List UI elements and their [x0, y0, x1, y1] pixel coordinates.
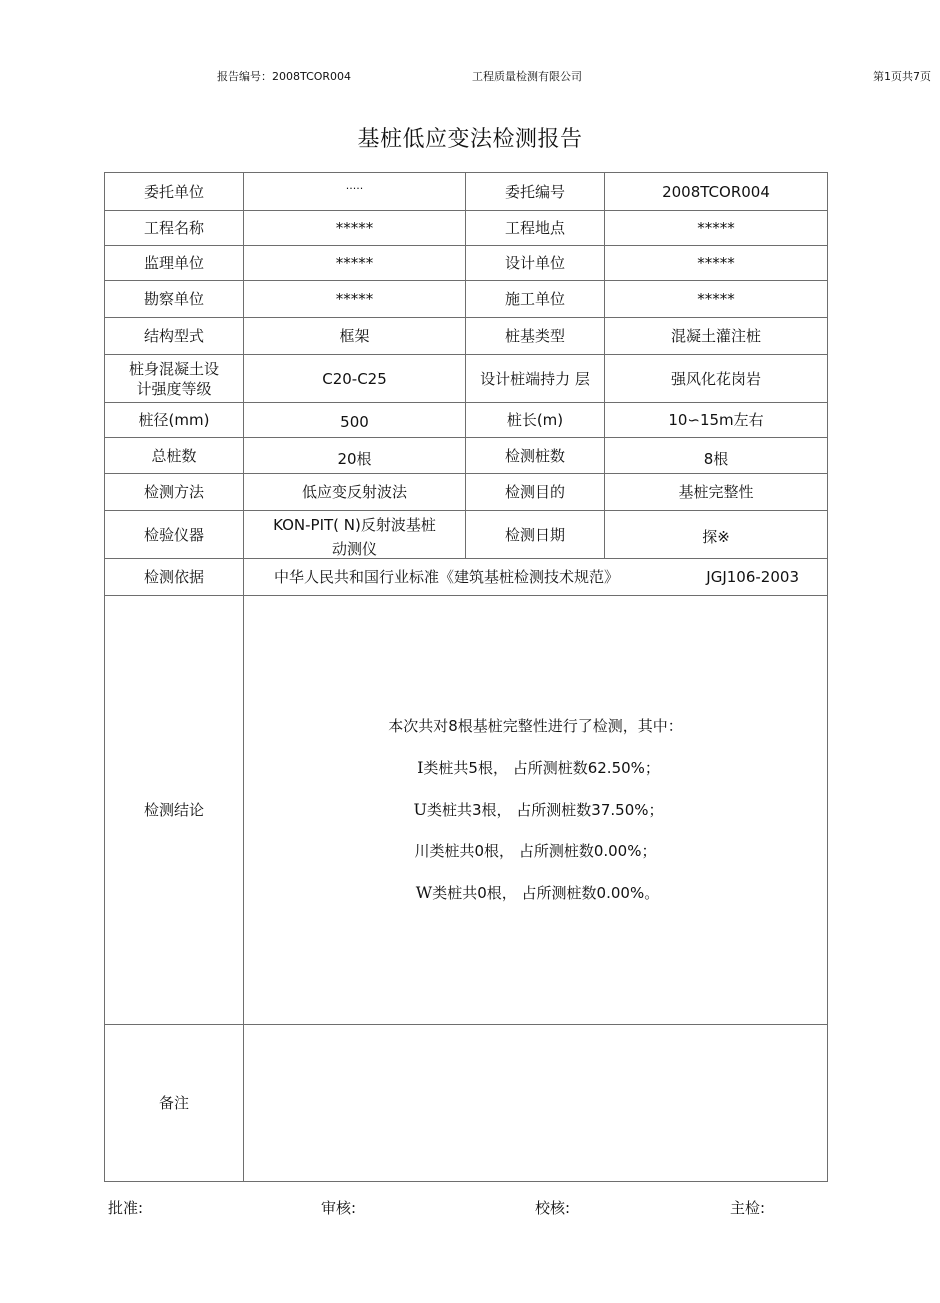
test-date-value: 探※ [605, 511, 828, 559]
concrete-grade-label-line1: 桩身混凝土设 [128, 359, 219, 378]
total-piles-value: 20根 [244, 438, 466, 474]
commission-no-label: 委托编号 [466, 173, 605, 211]
instrument-value [244, 511, 466, 559]
construction-unit-value: ***** [605, 281, 828, 318]
concrete-grade-label-line2: 计强度等级 [136, 379, 212, 398]
survey-unit-label: 勘察单位 [105, 281, 244, 318]
client-label: 委托单位 [105, 173, 244, 211]
report-number: 报告编号：2008TCOR004 [217, 70, 352, 83]
report-table [104, 172, 828, 1182]
bearing-layer-value: 强风化花岗岩 [605, 355, 828, 403]
table-row [105, 1025, 828, 1182]
test-basis-standard: 中华人民共和国行业标准《建筑基桩检测技术规范》 [274, 568, 620, 586]
test-method-label: 检测方法 [105, 474, 244, 511]
construction-unit-label: 施工单位 [466, 281, 605, 318]
conclusion-line: 川类桩共0根， 占所测桩数0.00%； [414, 842, 657, 860]
table-row [105, 355, 828, 403]
table-row [105, 403, 828, 438]
test-basis-code: JGJ106-2003 [706, 568, 799, 586]
test-purpose-label: 检测目的 [466, 474, 605, 511]
pile-diameter-label: 桩径(mm) [105, 403, 244, 438]
pile-length-label: 桩长(m) [466, 403, 605, 438]
conclusion-label: 检测结论 [105, 596, 244, 1025]
company-name: 工程质量检测有限公司 [472, 70, 582, 83]
conclusion-content [244, 596, 828, 1025]
instrument-label: 检验仪器 [105, 511, 244, 559]
pile-type-value: 混凝土灌注桩 [605, 318, 828, 355]
commission-no-value: 2008TCOR004 [605, 173, 828, 211]
report-title: 基桩低应变法检测报告 [357, 127, 583, 152]
designer-label: 设计单位 [466, 246, 605, 281]
remarks-label: 备注 [105, 1025, 244, 1182]
project-location-label: 工程地点 [466, 211, 605, 246]
structure-type-value: 框架 [244, 318, 466, 355]
table-row [105, 438, 828, 474]
total-piles-label: 总桩数 [105, 438, 244, 474]
test-basis-label: 检测依据 [105, 559, 244, 596]
bearing-layer-label: 设计桩端持力 层 [466, 355, 605, 403]
test-purpose-value: 基桩完整性 [605, 474, 828, 511]
test-basis-value [244, 559, 828, 596]
table-row [105, 596, 828, 1025]
tested-piles-label: 检测桩数 [466, 438, 605, 474]
table-row [105, 246, 828, 281]
project-location-value: ***** [605, 211, 828, 246]
table-row [105, 211, 828, 246]
review-signature: 审核: [321, 1199, 357, 1217]
pile-length-value: 10∽15m左右 [605, 403, 828, 438]
client-value: ····· [244, 173, 466, 211]
designer-value: ***** [605, 246, 828, 281]
inspector-signature: 主检: [730, 1199, 766, 1217]
instrument-value-line2: 动测仪 [331, 539, 377, 558]
conclusion-intro: 本次共对8根基桩完整性进行了检测，其中： [388, 717, 683, 735]
approve-signature: 批准: [108, 1199, 144, 1217]
pile-diameter-value: 500 [244, 403, 466, 438]
pile-type-label: 桩基类型 [466, 318, 605, 355]
supervisor-value: ***** [244, 246, 466, 281]
table-row [105, 281, 828, 318]
table-row [105, 318, 828, 355]
survey-unit-value: ***** [244, 281, 466, 318]
table-row [105, 173, 828, 211]
tested-piles-value: 8根 [605, 438, 828, 474]
table-row [105, 559, 828, 596]
table-row [105, 474, 828, 511]
supervisor-label: 监理单位 [105, 246, 244, 281]
test-method-value: 低应变反射波法 [244, 474, 466, 511]
test-date-label: 检测日期 [466, 511, 605, 559]
structure-type-label: 结构型式 [105, 318, 244, 355]
project-name-label: 工程名称 [105, 211, 244, 246]
conclusion-line: U类桩共3根， 占所测桩数37.50%； [413, 800, 664, 819]
concrete-grade-value: C20-C25 [244, 355, 466, 403]
remarks-value [244, 1025, 828, 1182]
check-signature: 校核: [535, 1199, 571, 1217]
table-row [105, 511, 828, 559]
project-name-value: ***** [244, 211, 466, 246]
instrument-value-line1: KON-PIT( N)反射波基桩 [273, 515, 436, 534]
page-indicator: 第1页共7页 [873, 70, 931, 83]
conclusion-line: W类桩共0根， 占所测桩数0.00%。 [415, 883, 660, 902]
concrete-grade-label [105, 355, 244, 403]
conclusion-line: I类桩共5根， 占所测桩数62.50%； [417, 758, 660, 777]
